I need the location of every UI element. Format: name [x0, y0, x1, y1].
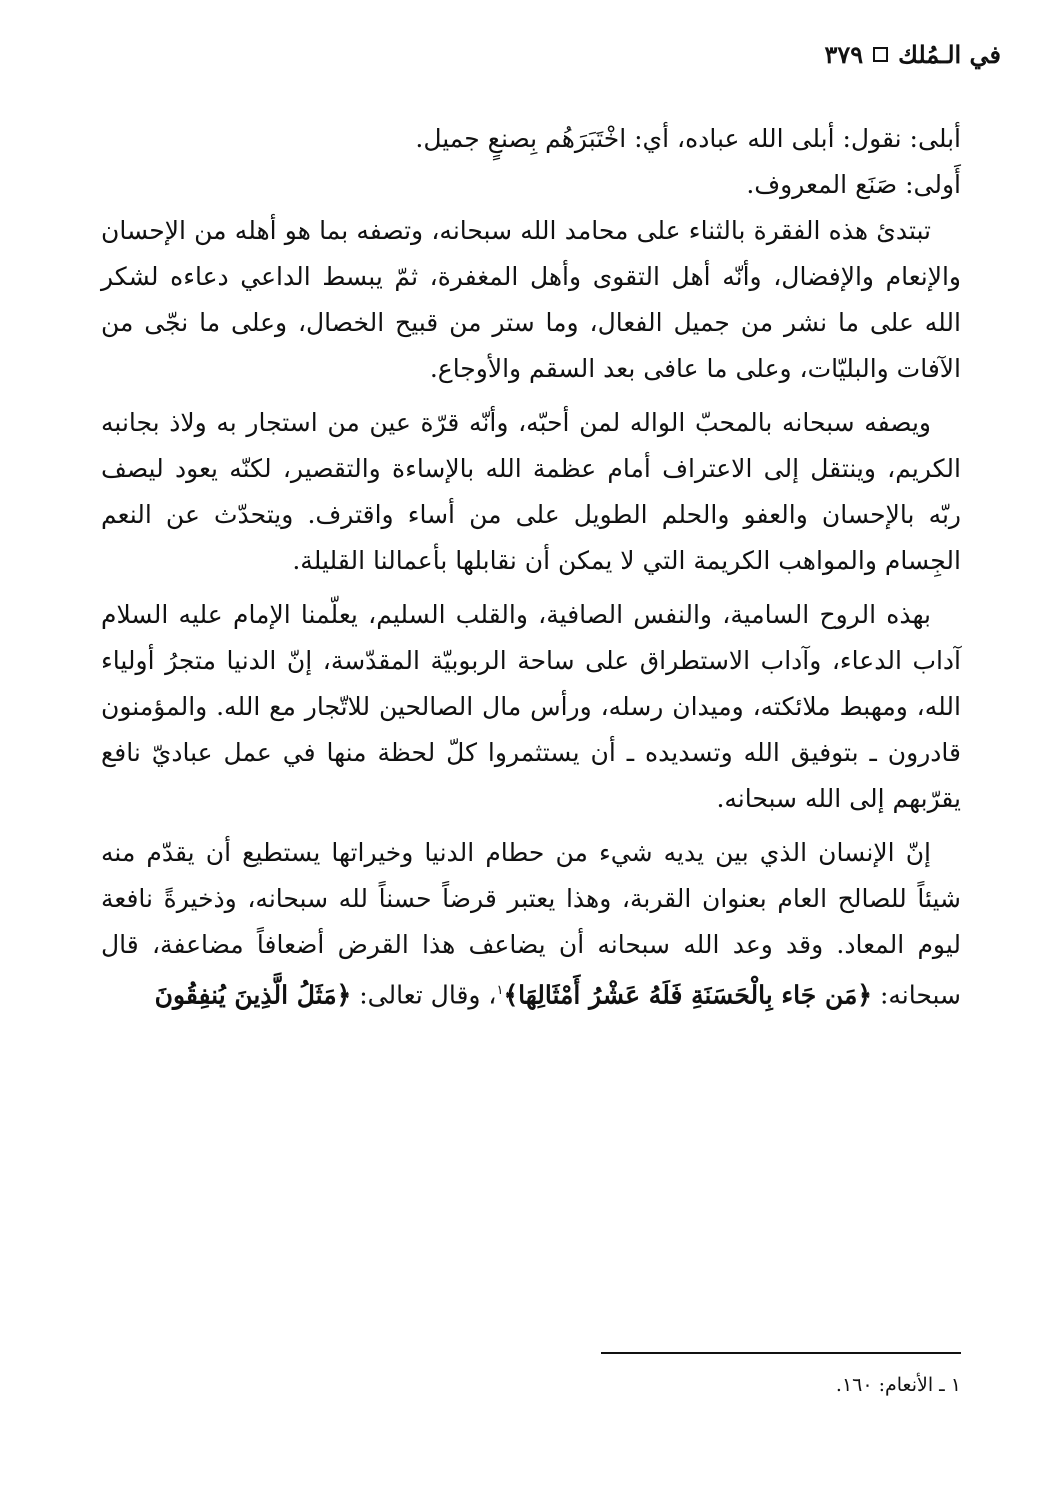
footnote-divider [601, 1352, 961, 1354]
running-header [824, 40, 1001, 69]
footnote-reference[interactable]: ١ [496, 983, 504, 998]
quran-verse-1: ﴿مَن جَاء بِالْحَسَنَةِ فَلَهُ عَشْرُ أَمْثَالِهَا﴾ [503, 980, 873, 1010]
footnote: ١ ـ الأنعام: ١٦٠. [835, 1374, 961, 1396]
paragraph-2: ويصفه سبحانه بالمحبّ الواله لمن أحبّه، وأنّه قرّة عين من استجار به ولاذ بجانبه الكريم، وينتقل إلى الاعتراف أمام عظمة الله بالإساءة والتقصير، لكنّه يعود ليصف ربّه بالإحسان والعفو والحلم الطويل على من أساء واقترف. ويتحدّث عن النعم الجِسام والمواهب الكريمة التي لا يمكن أن نقابلها بأعمالنا القليلة. [101, 408, 961, 575]
paragraph-4-text: إنّ الإنسان الذي بين يديه شيء من حطام الدنيا وخيراتها يستطيع أن يقدّم منه شيئاً للصالح العام بعنوان القربة، وهذا يعتبر قرضاً حسناً لله سبحانه، وذخيرةً نافعة ليوم المعاد. وقد وعد الله سبحانه أن يضاعف هذا القرض أضعافاً مضاعفة، قال سبحانه: [101, 838, 961, 1010]
connector-text: ، وقال تعالى: [359, 980, 497, 1010]
main-text [101, 116, 961, 1026]
definition-awlaa: أَولى: صَنَع المعروف. [746, 170, 961, 199]
quran-verse-2: ﴿مَثَلُ الَّذِينَ يُنفِقُونَ [154, 980, 352, 1010]
header-square-icon [873, 47, 888, 62]
running-title: في الـمُلك [898, 40, 1001, 69]
paragraph-1: تبتدئ هذه الفقرة بالثناء على محامد الله سبحانه، وتصفه بما هو أهله من الإحسان والإنعام والإفضال، وأنّه أهل التقوى وأهل المغفرة، ثمّ يبسط الداعي دعاءه لشكر الله على ما نشر من جميل الفعال، وما ستر من قبيح الخصال، وعلى ما نجّى من الآفات والبليّات، وعلى ما عافى بعد السقم والأوجاع. [101, 216, 961, 383]
page-number: ٣٧٩ [824, 40, 864, 69]
paragraph-4 [101, 830, 961, 1018]
definition-ablaa: أبلى: نقول: أبلى الله عباده، أي: اخْتَبَرَهُم بِصنعٍ جميل. [415, 124, 961, 153]
paragraph-3: بهذه الروح السامية، والنفس الصافية، والقلب السليم، يعلّمنا الإمام عليه السلام آداب الدعاء، وآداب الاستطراق على ساحة الربوبيّة المقدّسة، إنّ الدنيا متجرُ أولياء الله، ومهبط ملائكته، وميدان رسله، ورأس مال الصالحين للاتّجار مع الله. والمؤمنون قادرون ـ بتوفيق الله وتسديده ـ أن يستثمروا كلّ لحظة منها في عمل عباديّ نافع يقرّبهم إلى الله سبحانه. [101, 600, 961, 813]
